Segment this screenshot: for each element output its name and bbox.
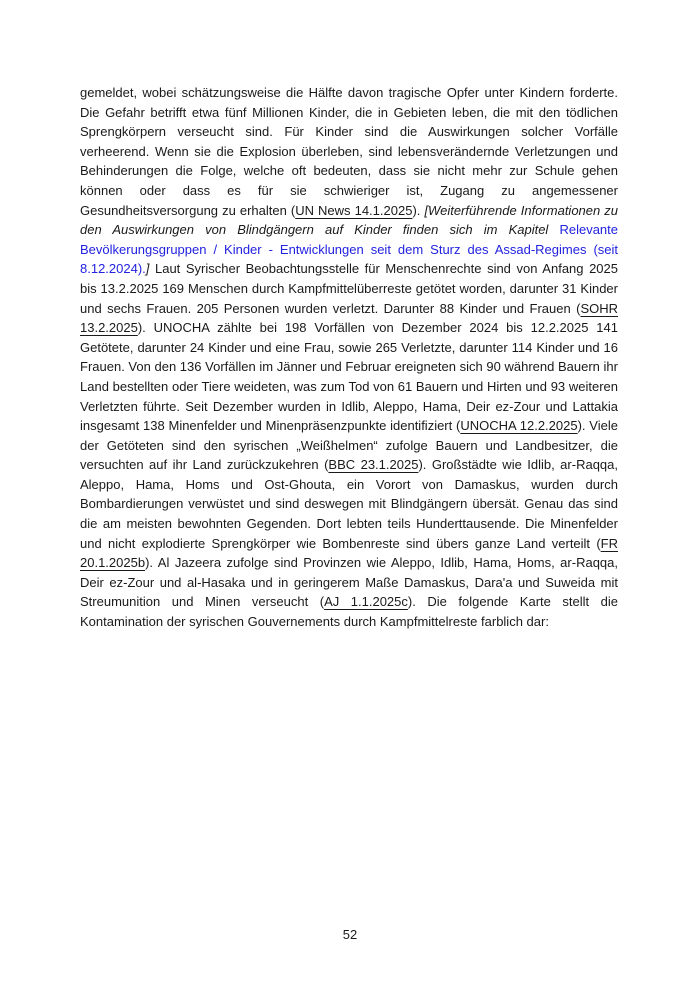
source-citation-link[interactable]: UN News 14.1.2025: [295, 202, 413, 218]
text-run: ).: [412, 202, 425, 218]
source-citation-link[interactable]: FR 20.1.2025b: [80, 535, 618, 571]
page-number: 52: [342, 927, 358, 942]
text-run: ). UNOCHA zählte bei 198 Vorfällen von Dezember 2024 bis 12.2.2025 141 Getötete, darunter 24 Kinder und eine Frau, sowie 265 Verletzte, darunter 114 Kinder und 16 Frauen. Von den 136 Vorfällen im Jänner und Februar ereigneten sich 90 während Bauern ihr Land bestellten oder Tiere weideten, was zum Tod von 61 Bauern und Hirten und 93 weiteren Verletzten führte. Seit Dezember wurden in Idlib, Aleppo, Hama, Deir ez-Zour und Lattakia insgesamt 138 Minenfelder und Minenpräsenzpunkte identifiziert (: [80, 320, 618, 434]
editorial-note-run: [Weiterführende Informationen zu den Auswirkungen von Blindgängern auf Kinder finden sich im Kapitel: [80, 202, 619, 238]
source-citation-link[interactable]: AJ 1.1.2025c: [324, 594, 408, 610]
page-footer: [0, 925, 700, 945]
text-run: ). Viele der Getöteten sind den syrischen „Weißhelmen“ zufolge Bauern und Landbesitzer, die versuchten auf ihr Land zurückzukehren (: [80, 418, 618, 473]
text-run: ). Al Jazeera zufolge sind Provinzen wie Aleppo, Idlib, Hama, Homs, ar-Raqqa, Deir ez-Zour und al-Hasaka und in geringerem Maße Damaskus, Dara'a und Suweida mit Streumunition und Minen verseucht (: [80, 555, 618, 610]
source-citation-link[interactable]: SOHR 13.2.2025: [80, 300, 618, 336]
text-run: ). Die folgende Karte stellt die Kontamination der syrischen Gouvernements durch Kampfmittelreste farblich dar:: [80, 594, 618, 630]
editorial-note-run: ]: [145, 261, 150, 277]
chapter-link[interactable]: Relevante Bevölkerungsgruppen / Kinder - Entwicklungen seit dem Sturz des Assad-Regimes (seit 8.12.2024).: [80, 222, 618, 277]
source-citation-link[interactable]: UNOCHA 12.2.2025: [460, 418, 578, 434]
source-citation-link[interactable]: BBC 23.1.2025: [328, 457, 419, 473]
text-run: Laut Syrischer Beobachtungsstelle für Menschenrechte sind von Anfang 2025 bis 13.2.2025 169 Menschen durch Kampfmittelüberreste getötet worden, darunter 31 Kinder und sechs Frauen. 205 Personen wurden verletzt. Darunter 88 Kinder und Frauen (: [80, 261, 618, 316]
text-run: gemeldet, wobei schätzungsweise die Hälfte davon tragische Opfer unter Kindern forderte. Die Gefahr betrifft etwa fünf Millionen Kinder, die in Gebieten leben, die mit den tödlichen Sprengkörpern verseucht sind. Für Kinder sind die Auswirkungen solcher Vorfälle verheerend. Wenn sie die Explosion überleben, sind lebensverändernde Verletzungen und Behinderungen die Folge, welche oft bedeuten, dass sie nicht mehr zur Schule gehen können oder dass es für sie schwieriger ist, Zugang zu angemessener Gesundheitsversorgung zu erhalten (: [80, 85, 618, 218]
body-paragraph: [80, 83, 618, 632]
text-run: ). Großstädte wie Idlib, ar-Raqqa, Aleppo, Hama, Homs und Ost-Ghouta, ein Vorort von Damaskus, wurden durch Bombardierungen verwüstet und sind deswegen mit Blindgängern übersät. Genau das sind die am meisten bewohnten Gegenden. Dort lebten teils Hunderttausende. Die Minenfelder und nicht explodierte Sprengkörper wie Bombenreste sind übers ganze Land verteilt (: [80, 457, 618, 551]
